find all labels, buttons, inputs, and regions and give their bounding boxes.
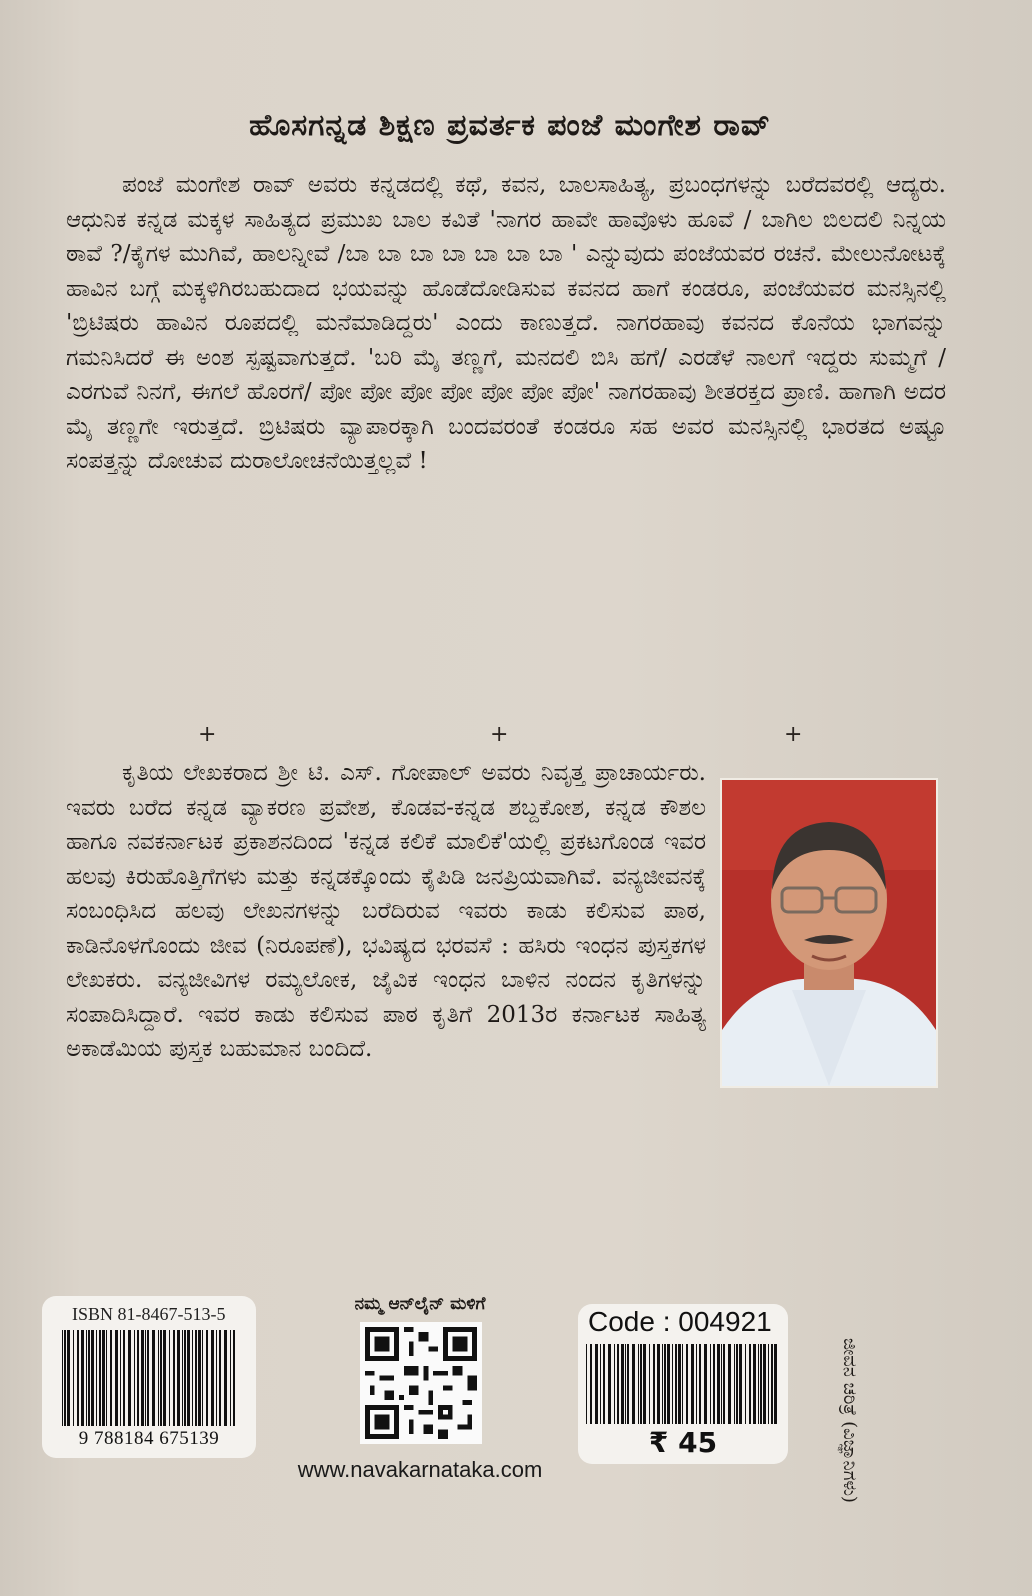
barcode-bar (749, 1344, 751, 1424)
cover-title: ಹೊಸಗನ್ನಡ ಶಿಕ್ಷಣ ಪ್ರವರ್ತಕ ಪಂಜೆ ಮಂಗೇಶ ರಾವ್ (249, 108, 771, 143)
barcode-bar (195, 1330, 197, 1426)
barcode-bar (202, 1330, 203, 1426)
barcode-bar (120, 1330, 121, 1426)
barcode-bar (632, 1344, 635, 1424)
barcode-bar (595, 1344, 598, 1424)
barcode-bar (643, 1344, 646, 1424)
barcode-bar (603, 1344, 605, 1424)
barcode-bar (768, 1344, 769, 1424)
barcode-bar (678, 1344, 681, 1424)
crop-mark-left: + (198, 722, 217, 747)
online-store-label: ನಮ್ಮ ಆನ್‌ಲೈನ್ ಮಳಿಗೆ (354, 1294, 486, 1314)
barcode-bar (230, 1330, 231, 1426)
barcode-bar (608, 1344, 611, 1424)
barcode-bar (640, 1344, 642, 1424)
barcode-bar (73, 1330, 74, 1426)
barcode-bar (736, 1344, 738, 1424)
isbn-number: 9 788184 675139 (78, 1428, 220, 1449)
barcode-bar (638, 1344, 639, 1424)
barcode-bar (206, 1330, 208, 1426)
barcode-bar (672, 1344, 673, 1424)
barcode-bar (134, 1330, 135, 1426)
isbn-text: ISBN 81-8467-513-5 (72, 1304, 226, 1324)
barcode-bar (686, 1344, 688, 1424)
barcode-bar (734, 1344, 735, 1424)
barcode-bar (617, 1344, 619, 1424)
barcode-bar (88, 1330, 90, 1426)
product-code: Code : 004921 (588, 1306, 772, 1337)
barcode-bar (192, 1330, 193, 1426)
qr-code-icon (360, 1322, 482, 1444)
barcode-bar (160, 1330, 162, 1426)
barcode-bar (158, 1330, 159, 1426)
barcode-bar (753, 1344, 756, 1424)
barcode-bar (713, 1344, 715, 1424)
barcode-bar (704, 1344, 707, 1424)
barcode-bar (758, 1344, 759, 1424)
barcode-bar (86, 1330, 87, 1426)
product-barcode (586, 1344, 780, 1424)
barcode-bar (739, 1344, 742, 1424)
barcode-bar (682, 1344, 683, 1424)
barcode-bar (77, 1330, 79, 1426)
barcode-bar (728, 1344, 731, 1424)
barcode-bar (145, 1330, 146, 1426)
barcode-bar (123, 1330, 125, 1426)
barcode-bar (710, 1344, 711, 1424)
category-spine-text: ಜೀವನ ಚರಿತ್ರೆ (ವಿಜ್ಞಾನಿಗಳು) (839, 1338, 860, 1503)
barcode-bar (177, 1330, 180, 1426)
barcode-bar (169, 1330, 170, 1426)
barcode-bar (99, 1330, 101, 1426)
barcode-bar (745, 1344, 746, 1424)
barcode-bar (717, 1344, 720, 1424)
barcode-bar (233, 1330, 235, 1426)
barcode-bar (771, 1344, 773, 1424)
barcode-bar (721, 1344, 722, 1424)
barcode-bar (216, 1330, 217, 1426)
isbn-barcode (62, 1330, 238, 1426)
barcode-bar (667, 1344, 670, 1424)
barcode-bar (699, 1344, 701, 1424)
author-portrait-icon (722, 780, 936, 1086)
crop-mark-center: + (490, 722, 509, 747)
barcode-bar (91, 1330, 94, 1426)
barcode-bar (102, 1330, 105, 1426)
intro-paragraph: ಪಂಜೆ ಮಂಗೇಶ ರಾವ್ ಅವರು ಕನ್ನಡದಲ್ಲಿ ಕಥೆ, ಕವನ, ಬಾಲಸಾಹಿತ್ಯ, ಪ್ರಬಂಧಗಳನ್ನು ಬರೆದವರಲ್ಲಿ ಆದ್ಯರು. ಆಧುನಿಕ ಕನ್ನಡ ಮಕ್ಕಳ ಸಾಹಿತ್ಯದ ಪ್ರಮುಖ ಬಾಲ ಕವಿತೆ 'ನಾಗರ ಹಾವೇ ಹಾವೊಳು ಹೂವೆ / ಬಾಗಿಲ ಬಿಲದಲಿ ನಿನ್ನಯ ಠಾವೆ ?/ಕೈಗಳ ಮುಗಿವೆ, ಹಾಲನ್ನೀವೆ /ಬಾ ಬಾ ಬಾ ಬಾ ಬಾ ಬಾ ಬಾ ' ಎನ್ನುವುದು ಪಂಜೆಯವರ ರಚನೆ. ಮೇಲುನೋಟಕ್ಕೆ ಹಾವಿನ ಬಗ್ಗೆ ಮಕ್ಕಳಿಗಿರಬಹುದಾದ ಭಯವನ್ನು ಹೊಡೆದೋಡಿಸುವ ಕವನದ ಹಾಗೆ ಕಂಡರೂ, ಪಂಜೆಯವರ ಮನಸ್ಸಿನಲ್ಲಿ 'ಬ್ರಿಟಿಷರು ಹಾವಿನ ರೂಪದಲ್ಲಿ ಮನೆಮಾಡಿದ್ದರು' ಎಂದು ಕಾಣುತ್ತದೆ. ನಾಗರಹಾವು ಕವನದ ಕೊನೆಯ ಭಾಗವನ್ನು ಗಮನಿಸಿದರೆ ಈ ಅಂಶ ಸ್ಪಷ್ಟವಾಗುತ್ತದೆ. 'ಬರಿ ಮೈ ತಣ್ಣಗೆ, ಮನದಲಿ ಬಿಸಿ ಹಗೆ/ ಎರಡೆಳೆ ನಾಲಗೆ ಇದ್ದರು ಸುಮ್ಮಗೆ / ಎರಗುವೆ ನಿನಗೆ, ಈಗಲೆ ಹೊರಗೆ/ ಪೋ ಪೋ ಪೋ ಪೋ ಪೋ ಪೋ ಪೋ' ನಾಗರಹಾವು ಶೀತರಕ್ತದ ಪ್ರಾಣಿ. ಹಾಗಾಗಿ ಅದರ ಮೈ ತಣ್ಣಗೇ ಇರುತ್ತದೆ. ಬ್ರಿಟಿಷರು ವ್ಯಾಪಾರಕ್ಕಾಗಿ ಬಂದವರಂತೆ ಕಂಡರೂ ಸಹ ಅವರ ಮನಸ್ಸಿನಲ್ಲಿ ಭಾರತದ ಅಷ್ಟೂ ಸಂಪತ್ತನ್ನು ದೋಚುವ ದುರಾಲೋಚನೆಯಿತ್ತಲ್ಲವೆ ! (66, 172, 946, 474)
author-photo (720, 778, 938, 1088)
barcode-bar (110, 1330, 112, 1426)
barcode-bar (137, 1330, 139, 1426)
barcode-bar (67, 1330, 70, 1426)
barcode-bar (675, 1344, 677, 1424)
qr-code[interactable] (360, 1322, 482, 1444)
barcode-bar (614, 1344, 615, 1424)
barcode-bar (627, 1344, 629, 1424)
barcode-bar (625, 1344, 626, 1424)
barcode-bar (649, 1344, 650, 1424)
barcode-bar (664, 1344, 666, 1424)
crop-mark-right: + (784, 722, 803, 747)
barcode-bar (219, 1330, 221, 1426)
barcode-bar (173, 1330, 175, 1426)
barcode-bar (141, 1330, 144, 1426)
barcode-bar (81, 1330, 84, 1426)
isbn-barcode-label (42, 1296, 256, 1458)
barcode-bar (96, 1330, 97, 1426)
barcode-bar (62, 1330, 63, 1426)
barcode-bar (763, 1344, 766, 1424)
barcode-bar (774, 1344, 777, 1424)
barcode-bar (653, 1344, 655, 1424)
barcode-bar (586, 1344, 587, 1424)
price-code-label (578, 1304, 788, 1464)
barcode-bar (691, 1344, 694, 1424)
price: ₹ 45 (648, 1426, 718, 1459)
publisher-website[interactable]: www.navakarnataka.com (297, 1457, 543, 1482)
barcode-bar (662, 1344, 663, 1424)
barcode-bar (621, 1344, 624, 1424)
barcode-bar (224, 1330, 227, 1426)
barcode-bar (211, 1330, 214, 1426)
barcode-bar (163, 1330, 166, 1426)
barcode-bar (182, 1330, 183, 1426)
barcode-bar (147, 1330, 149, 1426)
author-bio-text: ಕೃತಿಯ ಲೇಖಕರಾದ ಶ್ರೀ ಟಿ. ಎಸ್. ಗೋಪಾಲ್ ಅವರು ನಿವೃತ್ತ ಪ್ರಾಚಾರ್ಯರು. ಇವರು ಬರೆದ ಕನ್ನಡ ವ್ಯಾಕರಣ ಪ್ರವೇಶ, ಕೊಡವ-ಕನ್ನಡ ಶಬ್ದಕೋಶ, ಕನ್ನಡ ಕೌಶಲ ಹಾಗೂ ನವಕರ್ನಾಟಕ ಪ್ರಕಾಶನದಿಂದ 'ಕನ್ನಡ ಕಲಿಕೆ ಮಾಲಿಕೆ'ಯಲ್ಲಿ ಪ್ರಕಟಗೊಂಡ ಇವರ ಹಲವು ಕಿರುಹೊತ್ತಿಗೆಗಳು ಮತ್ತು ಕನ್ನಡಕ್ಕೊಂದು ಕೈಪಿಡಿ ಜನಪ್ರಿಯವಾಗಿವೆ. ವನ್ಯಜೀವನಕ್ಕೆ ಸಂಬಂಧಿಸಿದ ಹಲವು ಲೇಖನಗಳನ್ನು ಬರೆದಿರುವ ಇವರು ಕಾಡು ಕಲಿಸುವ ಪಾಠ, ಕಾಡಿನೊಳಗೊಂದು ಜೀವ (ನಿರೂಪಣೆ), ಭವಿಷ್ಯದ ಭರವಸೆ : ಹಸಿರು ಇಂಧನ ಪುಸ್ತಕಗಳ ಲೇಖಕರು. ವನ್ಯಜೀವಿಗಳ ರಮ್ಯಲೋಕ, ಜೈವಿಕ ಇಂಧನ ಬಾಳಿನ ನಂದನ ಕೃತಿಗಳನ್ನು ಸಂಪಾದಿಸಿದ್ದಾರೆ. ಇವರ ಕಾಡು ಕಲಿಸುವ ಪಾಠ ಕೃತಿಗೆ 2013ರ ಕರ್ನಾಟಕ ಸಾಹಿತ್ಯ ಅಕಾಡೆಮಿಯ ಪುಸ್ತಕ ಬಹುಮಾನ ಬಂದಿದೆ. (66, 760, 706, 1062)
barcode-bar (115, 1330, 118, 1426)
barcode-bar (723, 1344, 725, 1424)
barcode-bar (187, 1330, 190, 1426)
barcode-bar (128, 1330, 131, 1426)
barcode-bar (590, 1344, 592, 1424)
barcode-bar (657, 1344, 660, 1424)
barcode-bar (106, 1330, 107, 1426)
barcode-bar (600, 1344, 601, 1424)
barcode-bar (760, 1344, 762, 1424)
barcode-bar (696, 1344, 697, 1424)
barcode-bar (198, 1330, 201, 1426)
barcode-bar (152, 1330, 155, 1426)
barcode-bar (184, 1330, 186, 1426)
barcode-bar (64, 1330, 66, 1426)
